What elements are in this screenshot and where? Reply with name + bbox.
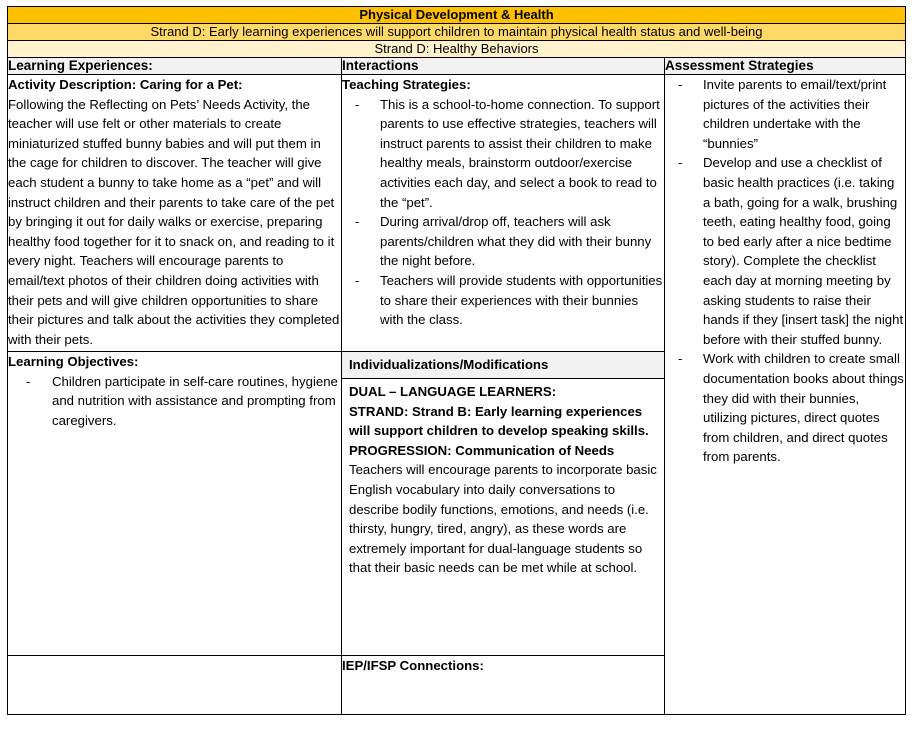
strand-name: Strand D: Healthy Behaviors — [8, 41, 906, 58]
learning-objectives-list — [8, 372, 341, 411]
learning-experiences-empty-cell — [8, 656, 342, 715]
learning-objectives-title: Learning Objectives: — [8, 354, 139, 369]
dual-language-section — [342, 379, 664, 584]
list-item: - Children participate in self-care routines, hygiene and nutrition with assistance and prompting from — [8, 372, 341, 411]
learning-objectives-continuation: caregivers. — [52, 412, 117, 428]
individualizations-cell — [342, 352, 665, 656]
list-item: - During arrival/drop off, teachers will ask parents/children what they did with their bunny the night before. — [342, 212, 664, 271]
teaching-strategies-cell — [342, 75, 665, 352]
column-header-interactions: Interactions — [342, 58, 665, 75]
iep-connections-cell — [342, 656, 665, 715]
strand-statement: Strand D: Early learning experiences will support children to maintain physical health status and well-being — [8, 24, 906, 41]
column-header-learning-experiences: Learning Experiences: — [8, 58, 342, 75]
assessment-strategies-cell — [665, 75, 906, 715]
column-header-assessment-strategies: Assessment Strategies — [665, 58, 906, 75]
activity-row — [8, 75, 906, 352]
domain-banner-row — [8, 7, 906, 24]
learning-objectives-cell — [8, 352, 342, 656]
teaching-strategies-list — [342, 95, 664, 330]
individualizations-header: Individualizations/Modifications — [342, 352, 664, 379]
list-item: - Work with children to create small documentation books about things they did with their bunnies, utilizing pictures, direct quotes from children, and direct quotes from parents. — [665, 349, 905, 467]
dual-language-label: DUAL – LANGUAGE LEARNERS: — [349, 384, 557, 399]
strand-statement-row — [8, 24, 906, 41]
assessment-strategies-list — [665, 75, 905, 467]
list-item: - Develop and use a checklist of basic health practices (i.e. taking a bath, going for a walk, brushing teeth, eating healthy food, going to bed early after a nice bedtime story). Complete the checklist each day at morning meeting by asking students to raise their hands if they [insert task] the night before with their stuffed bunny. — [665, 153, 905, 349]
strand-name-row — [8, 41, 906, 58]
activity-description-title: Activity Description: Caring for a Pet: — [8, 77, 243, 92]
curriculum-table — [7, 6, 906, 715]
dual-language-body: Teachers will encourage parents to incorporate basic English vocabulary into daily conversations to describe bodily functions, emotions, and needs (i.e. thirsty, hungry, tired, angry), as these words are extremely important for dual-language students so that their basic needs can be met while at school. — [349, 462, 657, 576]
progression-label: PROGRESSION: Communication of Needs — [349, 442, 615, 458]
activity-description-body: Following the Reflecting on Pets’ Needs Activity, the teacher will use felt or other materials to create miniaturized stuffed bunny babies and will put them in the cage for children to discover. The teacher will give each student a bunny to take home as a “pet” and will instruct children and their parents to take care of the pet by bringing it out for daily walks or exercise, preparing healthy food together for it to snack on, and reading to it every night. Teachers will encourage parents to email/text photos of their children doing activities with their pets and will give children opportunities to share their pictures and talk about the activities they completed with their pets. — [8, 96, 340, 347]
activity-description-cell — [8, 75, 342, 352]
list-item: - Invite parents to email/text/print pictures of the activities their children undertake with the “bunnies” — [665, 75, 905, 153]
domain-title: Physical Development & Health — [8, 7, 906, 24]
column-header-row — [8, 58, 906, 75]
empty-spacer — [8, 656, 341, 714]
iep-connections-title: IEP/IFSP Connections: — [342, 658, 484, 673]
list-item: - Teachers will provide students with opportunities to share their experiences with their bunnies with the class. — [342, 271, 664, 330]
list-item: - This is a school-to-home connection. To support parents to use effective strategies, teachers will instruct parents to assist their children to make healthy meals, brainstorm outdoor/exercise activities each day, and select a book to read to the “pet”. — [342, 95, 664, 213]
strand-label: STRAND: Strand B: Early learning experiences will support children to develop speaking skills. — [349, 403, 649, 439]
teaching-strategies-title: Teaching Strategies: — [342, 77, 471, 92]
